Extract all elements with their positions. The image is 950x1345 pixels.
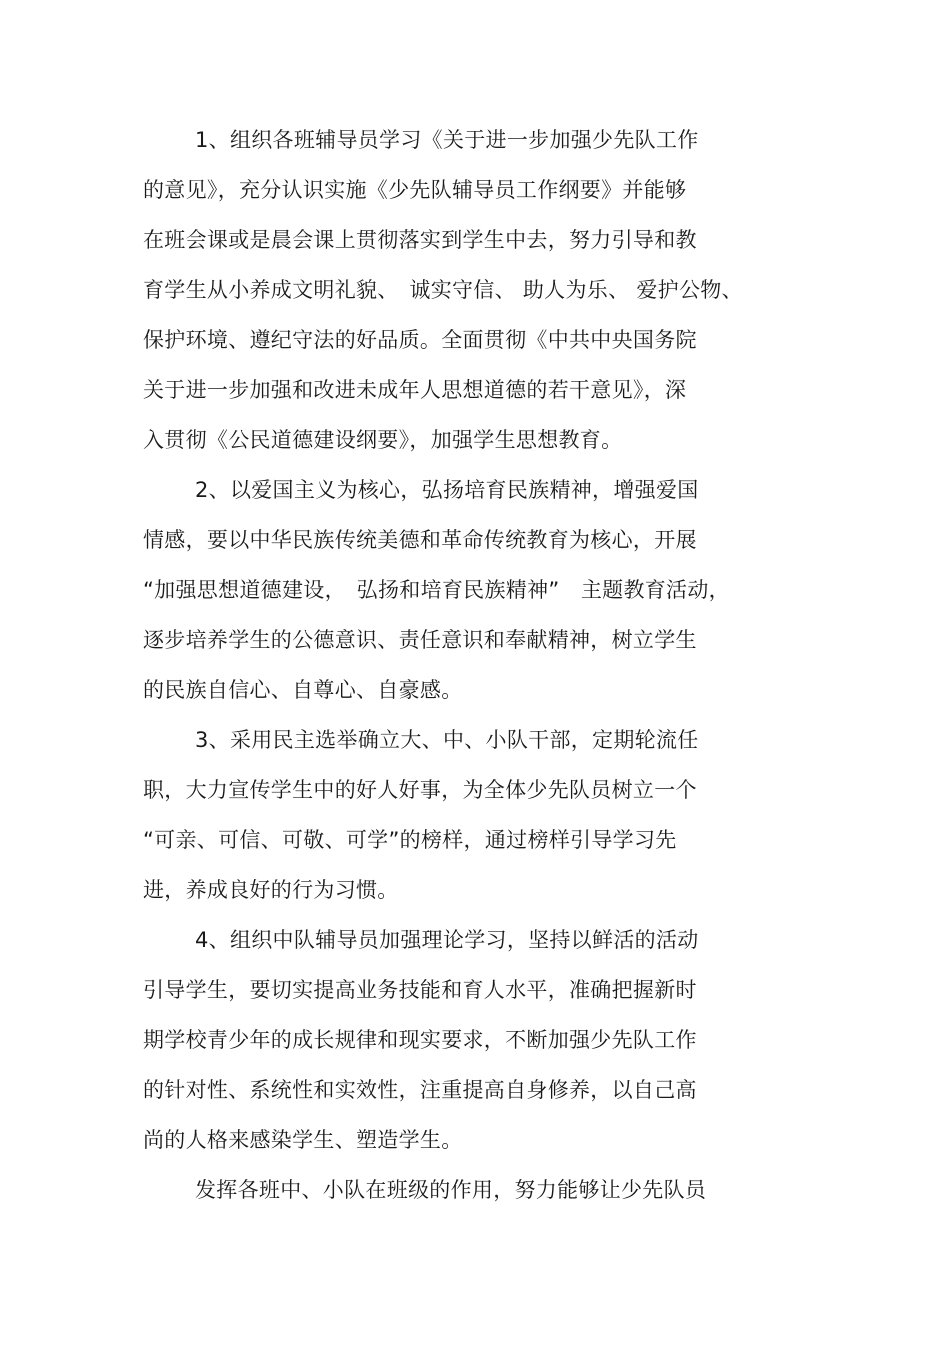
paragraph-3-line-3: “可亲、可信、可敬、可学”的榜样，通过榜样引导学习先 — [143, 828, 677, 852]
paragraph-4-line-5: 尚的人格来感染学生、塑造学生。 — [143, 1128, 463, 1152]
paragraph-2-line-4: 逐步培养学生的公德意识、责任意识和奉献精神，树立学生 — [143, 628, 697, 652]
paragraph-4-line-2: 引导学生，要切实提高业务技能和育人水平，准确把握新时 — [143, 978, 697, 1002]
paragraph-1-line-2: 的意见》，充分认识实施《少先队辅导员工作纲要》并能够 — [143, 178, 687, 202]
paragraph-3-line-4: 进，养成良好的行为习惯。 — [143, 878, 399, 902]
paragraph-4-line-3: 期学校青少年的成长规律和现实要求，不断加强少先队工作 — [143, 1028, 697, 1052]
paragraph-1-line-6: 关于进一步加强和改进未成年人思想道德的若干意见》，深 — [143, 378, 687, 402]
paragraph-3-line-1: 3、采用民主选举确立大、中、小队干部，定期轮流任 — [195, 728, 699, 752]
paragraph-1-line-3: 在班会课或是晨会课上贯彻落实到学生中去，努力引导和教 — [143, 228, 697, 252]
paragraph-1-line-5: 保护环境、遵纪守法的好品质。全面贯彻《中共中央国务院 — [143, 328, 697, 352]
paragraph-2-line-3: “加强思想道德建设， 弘扬和培育民族精神” 主题教育活动， — [143, 578, 730, 602]
paragraph-2-line-2: 情感，要以中华民族传统美德和革命传统教育为核心，开展 — [143, 528, 697, 552]
paragraph-2-line-1: 2、以爱国主义为核心，弘扬培育民族精神，增强爱国 — [195, 478, 699, 502]
paragraph-4-line-4: 的针对性、系统性和实效性，注重提高自身修养，以自己高 — [143, 1078, 697, 1102]
paragraph-2-line-5: 的民族自信心、自尊心、自豪感。 — [143, 678, 463, 702]
paragraph-1-line-1: 1、组织各班辅导员学习《关于进一步加强少先队工作 — [195, 128, 699, 152]
paragraph-1-line-4: 育学生从小养成文明礼貌、 诚实守信、 助人为乐、 爱护公物、 — [143, 278, 743, 302]
paragraph-3-line-2: 职，大力宣传学生中的好人好事，为全体少先队员树立一个 — [143, 778, 697, 802]
paragraph-1-line-7: 入贯彻《公民道德建设纲要》，加强学生思想教育。 — [143, 428, 623, 452]
paragraph-4-line-1: 4、组织中队辅导员加强理论学习，坚持以鲜活的活动 — [195, 928, 699, 952]
paragraph-5-line-1: 发挥各班中、小队在班级的作用，努力能够让少先队员 — [195, 1178, 707, 1202]
